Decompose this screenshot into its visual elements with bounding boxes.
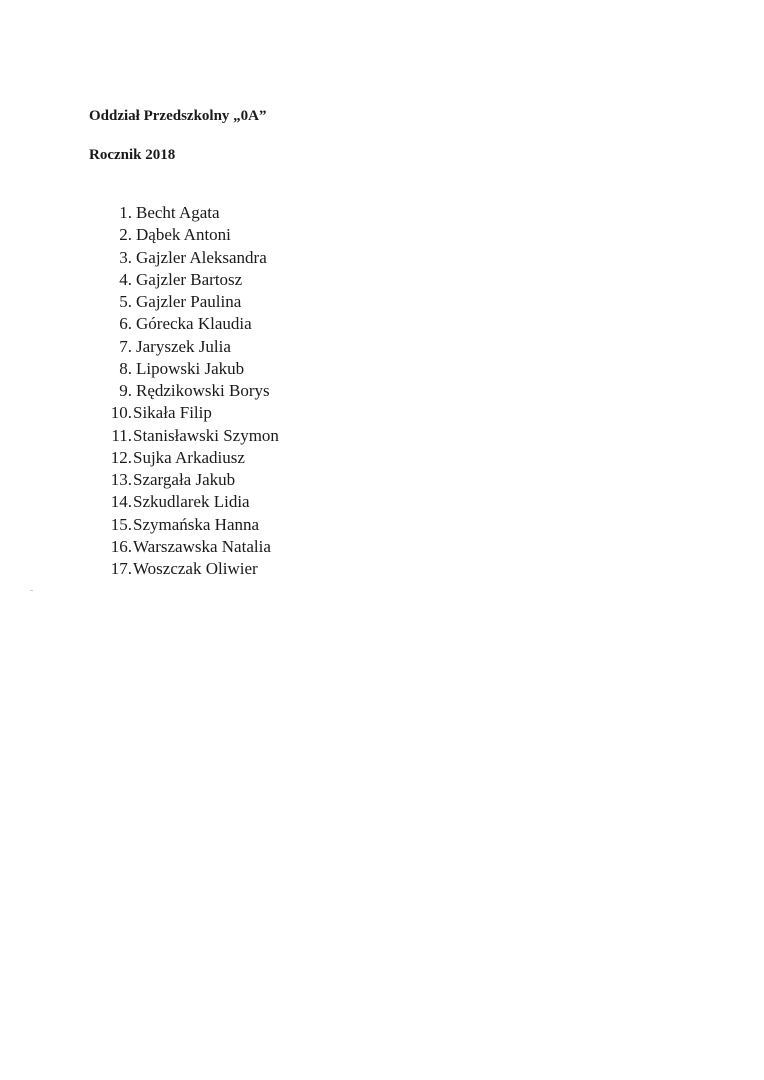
item-number: 1. [119,203,132,222]
item-number: 15. [110,514,132,534]
list-item [104,291,279,313]
list-item [104,425,279,447]
item-number: 8. [119,358,132,378]
student-name: Stanisławski Szymon [133,425,279,445]
student-name: Górecka Klaudia [136,314,252,334]
student-name: Warszawska Natalia [133,536,271,556]
scan-speck [30,590,33,591]
item-number: 10. [110,403,132,423]
class-title: Oddział Przedszkolny „0A” [89,108,267,124]
student-name: Gajzler Bartosz [136,269,243,289]
item-number: 3. [119,247,132,267]
list-item [104,469,279,491]
item-number: 4. [119,269,132,289]
student-name: Sikała Filip [133,403,212,423]
student-name: Sujka Arkadiusz [133,447,245,467]
list-item [104,247,279,269]
student-name: Szymańska Hanna [133,514,260,534]
student-name: Gajzler Aleksandra [136,247,267,267]
list-item [104,536,279,558]
list-item [104,558,279,580]
item-number: 17. [110,559,132,578]
item-number: 16. [110,536,132,556]
student-list [104,202,279,580]
student-name: Rędzikowski Borys [136,381,270,400]
item-number: 6. [119,314,132,334]
student-name: Lipowski Jakub [136,358,245,378]
list-item [104,491,279,513]
list-item [104,447,279,469]
student-name: Jaryszek Julia [136,336,231,356]
student-name: Szargała Jakub [133,470,236,489]
student-name: Szkudlarek Lidia [133,492,250,512]
item-number: 13. [110,470,132,489]
item-number: 7. [119,336,132,356]
list-item [104,358,279,380]
list-item [104,514,279,536]
item-number: 14. [110,492,132,512]
student-name: Becht Agata [136,203,220,222]
item-number: 11. [111,425,132,445]
student-name: Dąbek Antoni [136,225,231,245]
student-name: Gajzler Paulina [136,292,242,311]
item-number: 2. [119,225,132,245]
list-item [104,269,279,291]
list-item [104,313,279,335]
list-item [104,202,279,224]
list-item [104,224,279,246]
year-title: Rocznik 2018 [89,147,176,163]
student-name: Woszczak Oliwier [133,559,258,578]
item-number: 9. [119,381,132,400]
item-number: 12. [110,447,132,467]
list-item [104,380,279,402]
list-item [104,402,279,424]
list-item [104,336,279,358]
item-number: 5. [119,292,132,311]
